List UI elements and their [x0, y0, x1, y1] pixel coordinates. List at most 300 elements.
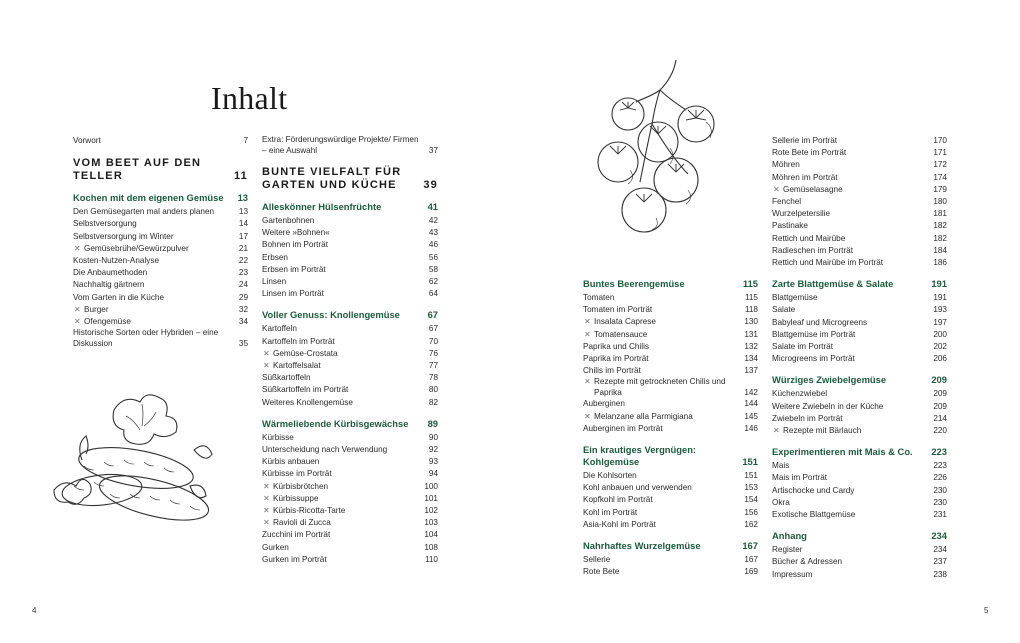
toc-label: Salate im Porträt	[772, 342, 833, 352]
toc-page-number: 197	[933, 317, 947, 327]
toc-page-number: 108	[424, 542, 438, 552]
toc-entry	[262, 397, 438, 409]
toc-section	[583, 444, 758, 468]
toc-label: ✕ Ofengemüse	[73, 316, 239, 328]
toc-page-number: 237	[933, 557, 947, 567]
toc-label: Register	[772, 545, 803, 555]
toc-label: ✕ Gemüselasagne	[772, 184, 933, 196]
toc-page-number: 76	[428, 348, 438, 358]
toc-entry	[772, 485, 947, 497]
toc-entry	[583, 566, 758, 578]
toc-label: Exotische Blattgemüse	[772, 510, 856, 520]
toc-entry	[772, 413, 947, 425]
toc-label: Zwiebeln im Porträt	[772, 413, 843, 423]
toc-label: Süßkartoffeln im Porträt	[262, 385, 349, 395]
toc-section	[772, 530, 947, 542]
toc-page-number: 46	[428, 240, 438, 250]
toc-page-number: 200	[933, 329, 947, 339]
toc-entry	[772, 292, 947, 304]
toc-label: Experimentieren mit Mais & Co.	[772, 446, 913, 458]
toc-page-number: 182	[933, 233, 947, 243]
toc-label: Rettich und Mairübe im Porträt	[772, 258, 884, 268]
toc-section	[772, 446, 947, 458]
toc-page-number: 170	[933, 136, 947, 145]
toc-label: ✕ Burger	[73, 304, 239, 316]
toc-page-number: 23	[238, 268, 248, 278]
toc-entry	[262, 372, 438, 384]
toc-page-number: 134	[744, 354, 758, 364]
toc-label: ✕ Ravioli di Zucca	[262, 517, 424, 529]
toc-page-number: 7	[243, 136, 248, 145]
toc-label: Pastinake	[772, 221, 808, 231]
toc-entry	[772, 497, 947, 509]
toc-label: ✕ Kürbissuppe	[262, 493, 424, 505]
toc-entry	[583, 365, 758, 377]
toc-column-4	[772, 135, 947, 581]
toc-entry	[262, 542, 438, 554]
toc-page-number: 130	[744, 317, 758, 327]
toc-page-number: 39	[423, 179, 438, 191]
page-title: Inhalt	[211, 80, 288, 116]
toc-entry	[262, 288, 438, 300]
toc-label: Kürbisse im Porträt	[262, 469, 332, 479]
toc-page-number: 115	[742, 278, 758, 289]
toc-page-number: 21	[238, 243, 248, 253]
toc-label: ✕ Kürbisbrötchen	[262, 481, 424, 493]
toc-page-number: 43	[428, 228, 438, 238]
toc-label: Paprika im Porträt	[583, 354, 649, 364]
toc-page-number: 32	[238, 304, 248, 314]
toc-page-number: 34	[238, 317, 248, 327]
toc-page-number: 206	[933, 354, 947, 364]
toc-page-number: 223	[931, 446, 947, 458]
toc-page-number: 115	[744, 293, 758, 302]
toc-label: ✕ Gemüsebrühe/Gewürzpulver	[73, 243, 239, 255]
toc-page-number: 182	[933, 221, 947, 231]
toc-entry	[772, 544, 947, 556]
toc-label: Würziges Zwiebelgemüse	[772, 374, 887, 386]
toc-entry	[73, 135, 248, 147]
toc-entry	[262, 554, 438, 566]
toc-label: Linsen	[262, 277, 287, 287]
page-number-left: 4	[32, 606, 37, 615]
toc-page-number: 231	[933, 510, 947, 520]
toc-label: Auberginen im Porträt	[583, 423, 663, 433]
toc-entry	[73, 328, 248, 349]
toc-page-number: 137	[744, 366, 758, 376]
toc-label: Ein krautiges Vergnügen: Kohlgemüse	[583, 444, 697, 468]
toc-page-number: 184	[933, 245, 947, 255]
toc-label: Kohl im Porträt	[583, 507, 638, 517]
toc-label: Weiteres Knollengemüse	[262, 397, 353, 407]
toc-label: VOM BEET AUF DEN TELLER	[73, 157, 202, 183]
toc-page-number: 186	[933, 258, 947, 268]
toc-label: Bücher & Adressen	[772, 557, 843, 567]
toc-page-number: 174	[933, 172, 947, 182]
toc-page-number: 100	[424, 481, 438, 491]
toc-entry	[262, 529, 438, 541]
toc-recipe	[262, 481, 438, 493]
toc-entry	[262, 384, 438, 396]
toc-label: Rote Bete im Porträt	[772, 148, 847, 158]
toc-page-number: 209	[933, 401, 947, 411]
toc-label: Babyleaf und Microgreens	[772, 317, 868, 327]
toc-entry	[583, 507, 758, 519]
toc-entry	[772, 304, 947, 316]
toc-section	[262, 309, 438, 321]
toc-recipe	[262, 348, 438, 360]
toc-recipe	[262, 360, 438, 372]
toc-page-number: 24	[238, 280, 248, 290]
toc-page-number: 90	[428, 432, 438, 442]
toc-entry	[772, 196, 947, 208]
toc-page-number: 104	[424, 530, 438, 540]
toc-entry	[262, 456, 438, 468]
toc-label: Weitere »Bohnen«	[262, 228, 330, 238]
cucumber-2	[95, 467, 212, 529]
toc-entry	[583, 304, 758, 316]
toc-page-number: 226	[933, 473, 947, 483]
toc-entry	[772, 460, 947, 472]
toc-label: Kürbisse	[262, 432, 294, 442]
toc-page-number: 223	[933, 461, 947, 471]
toc-page-number: 67	[427, 309, 438, 321]
toc-label: Rote Bete	[583, 567, 620, 577]
toc-label: Extra: Förderungswürdige Projekte/ Firmen – eine Auswahl	[262, 135, 419, 155]
toc-label: ✕ Kartoffelsalat	[262, 360, 429, 372]
toc-recipe	[583, 316, 758, 328]
toc-chapter	[262, 166, 438, 192]
toc-page-number: 154	[744, 495, 758, 505]
toc-entry	[583, 341, 758, 353]
toc-entry	[772, 159, 947, 171]
toc-label: Kosten-Nutzen-Analyse	[73, 256, 160, 266]
toc-page-number: 102	[424, 506, 438, 516]
toc-label: Erbsen im Porträt	[262, 264, 326, 274]
toc-section	[583, 278, 758, 290]
toc-page-number: 17	[238, 231, 248, 241]
toc-recipe	[583, 411, 758, 423]
toc-entry	[73, 218, 248, 230]
toc-label: ✕ Gemüse-Crostata	[262, 348, 429, 360]
toc-page-number: 142	[744, 387, 758, 397]
toc-recipe	[772, 184, 947, 196]
toc-entry	[772, 317, 947, 329]
toc-recipe	[73, 243, 248, 255]
toc-page-number: 58	[428, 264, 438, 274]
toc-label: Impressum	[772, 569, 813, 579]
toc-label: ✕ Rezepte mit Bärlauch	[772, 425, 933, 437]
toc-entry	[262, 135, 438, 156]
toc-label: Asia-Kohl im Porträt	[583, 519, 656, 529]
toc-page-number: 151	[742, 456, 758, 468]
page-number-right: 5	[984, 606, 989, 615]
toc-label: Anhang	[772, 530, 807, 542]
toc-entry	[262, 252, 438, 264]
toc-recipe	[73, 304, 248, 316]
toc-entry	[772, 208, 947, 220]
toc-page-number: 151	[744, 471, 758, 481]
toc-page-number: 77	[428, 361, 438, 371]
toc-entry	[772, 257, 947, 269]
toc-entry	[772, 569, 947, 581]
toc-entry	[772, 329, 947, 341]
toc-page-number: 62	[428, 277, 438, 287]
toc-section	[772, 278, 947, 290]
tomato-illustration	[588, 52, 748, 252]
toc-entry	[262, 432, 438, 444]
toc-label: Rettich und Mairübe	[772, 233, 846, 243]
toc-page-number: 169	[744, 567, 758, 577]
toc-label: ✕ Rezepte mit getrockneten Chilis und Paprika	[583, 377, 744, 398]
toc-label: Kochen mit dem eigenen Gemüse	[73, 192, 224, 204]
toc-label: Blattgemüse	[772, 293, 818, 303]
toc-label: BUNTE VIELFALT FÜR GARTEN UND KÜCHE	[262, 166, 402, 191]
toc-section	[73, 192, 248, 204]
toc-label: ✕ Melanzane alla Parmigiana	[583, 411, 744, 423]
toc-label: Radieschen im Porträt	[772, 245, 853, 255]
toc-entry	[262, 276, 438, 288]
toc-page-number: 145	[744, 411, 758, 421]
toc-label: Nahrhaftes Wurzelgemüse	[583, 540, 701, 552]
toc-page-number: 144	[744, 399, 758, 409]
toc-entry	[772, 388, 947, 400]
toc-entry	[583, 423, 758, 435]
toc-recipe	[772, 425, 947, 437]
toc-entry	[262, 336, 438, 348]
toc-entry	[73, 206, 248, 218]
toc-section	[262, 201, 438, 213]
toc-entry	[262, 239, 438, 251]
toc-label: ✕ Insalata Caprese	[583, 316, 744, 328]
toc-label: Bohnen im Porträt	[262, 240, 328, 250]
toc-page-number: 56	[428, 252, 438, 262]
toc-label: Küchenzwiebel	[772, 389, 828, 399]
toc-page-number: 193	[933, 305, 947, 315]
toc-page-number: 89	[427, 417, 438, 429]
toc-page-number: 132	[744, 341, 758, 351]
toc-label: Mais	[772, 461, 790, 471]
toc-label: Buntes Beerengemüse	[583, 278, 685, 289]
toc-entry	[262, 468, 438, 480]
toc-label: Kohl anbauen und verwenden	[583, 483, 692, 493]
toc-label: Kopfkohl im Porträt	[583, 495, 653, 505]
toc-entry	[583, 519, 758, 531]
toc-entry	[772, 220, 947, 232]
toc-entry	[73, 267, 248, 279]
toc-entry	[772, 147, 947, 159]
toc-page-number: 238	[933, 569, 947, 579]
toc-page-number: 94	[428, 469, 438, 479]
toc-page-number: 14	[238, 219, 248, 229]
toc-label: Blattgemüse im Porträt	[772, 329, 856, 339]
toc-recipe	[583, 329, 758, 341]
toc-label: Kürbis anbauen	[262, 457, 320, 467]
toc-entry	[73, 292, 248, 304]
toc-label: Kartoffeln	[262, 324, 297, 334]
toc-label: Die Kohlsorten	[583, 471, 637, 481]
toc-entry	[772, 401, 947, 413]
toc-label: Auberginen	[583, 399, 625, 409]
toc-page-number: 101	[424, 493, 438, 503]
toc-page-number: 82	[428, 397, 438, 407]
toc-label: Weitere Zwiebeln in der Küche	[772, 401, 884, 411]
toc-label: Süßkartoffeln	[262, 373, 311, 383]
toc-label: Gartenbohnen	[262, 216, 315, 225]
toc-label: ✕ Kürbis-Ricotta-Tarte	[262, 505, 424, 517]
toc-entry	[772, 353, 947, 365]
toc-page-number: 92	[428, 445, 438, 455]
toc-section	[583, 540, 758, 552]
toc-label: Nachhaltig gärtnern	[73, 280, 145, 290]
toc-recipe	[262, 505, 438, 517]
toc-page-number: 110	[424, 554, 438, 564]
toc-page-number: 67	[428, 324, 438, 334]
toc-page-number: 118	[744, 305, 758, 315]
toc-label: Wurzelpetersilie	[772, 209, 831, 219]
toc-page-number: 22	[238, 256, 248, 266]
toc-entry	[73, 255, 248, 267]
toc-label: Sellerie	[583, 555, 611, 565]
toc-entry	[772, 509, 947, 521]
toc-page-number: 209	[931, 374, 947, 386]
toc-label: Sellerie im Porträt	[772, 136, 838, 145]
toc-label: Tomaten	[583, 293, 615, 302]
toc-label: Mais im Porträt	[772, 473, 828, 483]
toc-label: Selbstversorgung	[73, 219, 137, 229]
toc-page-number: 11	[233, 170, 248, 183]
toc-recipe	[262, 493, 438, 505]
toc-page-number: 191	[931, 278, 947, 290]
toc-page-number: 191	[933, 293, 947, 303]
toc-page-number: 230	[933, 497, 947, 507]
toc-section	[262, 418, 438, 430]
toc-label: Gurken	[262, 542, 289, 552]
toc-label: Tomaten im Porträt	[583, 305, 653, 315]
toc-label: Historische Sorten oder Hybriden – eine Diskussion	[73, 328, 219, 348]
toc-page-number: 209	[933, 389, 947, 399]
toc-page-number: 167	[742, 540, 758, 552]
toc-entry	[772, 135, 947, 147]
toc-page-number: 171	[933, 148, 947, 158]
toc-page-number: 181	[933, 209, 947, 219]
toc-label: Kartoffeln im Porträt	[262, 336, 335, 346]
toc-entry	[583, 554, 758, 566]
toc-entry	[73, 279, 248, 291]
toc-label: Alleskönner Hülsenfrüchte	[262, 201, 382, 212]
toc-entry	[262, 264, 438, 276]
toc-page-number: 93	[428, 457, 438, 467]
toc-entry	[583, 398, 758, 410]
toc-page-number: 230	[933, 485, 947, 495]
toc-label: Fenchel	[772, 197, 802, 207]
toc-label: Unterscheidung nach Verwendung	[262, 445, 388, 455]
toc-recipe	[73, 316, 248, 328]
toc-page-number: 167	[744, 555, 758, 565]
toc-page-number: 234	[931, 530, 947, 542]
toc-label: Erbsen	[262, 252, 288, 262]
toc-label: Zarte Blattgemüse & Salate	[772, 278, 894, 290]
toc-entry	[583, 292, 758, 304]
toc-label: Okra	[772, 497, 790, 507]
toc-section	[772, 374, 947, 386]
toc-recipe	[262, 517, 438, 529]
toc-entry	[583, 494, 758, 506]
toc-page-number: 146	[744, 423, 758, 433]
cucumber-1	[76, 440, 196, 496]
toc-recipe	[583, 377, 758, 398]
toc-label: Salate	[772, 305, 796, 315]
toc-label: Möhren	[772, 160, 800, 170]
toc-entry	[262, 323, 438, 335]
toc-label: Paprika und Chilis	[583, 341, 649, 351]
toc-entry	[772, 556, 947, 568]
toc-entry	[772, 472, 947, 484]
toc-page-number: 29	[238, 292, 248, 302]
toc-page-number: 37	[428, 145, 438, 155]
toc-entry	[772, 233, 947, 245]
toc-page-number: 220	[933, 426, 947, 436]
toc-entry	[583, 353, 758, 365]
toc-label: Vom Garten in die Küche	[73, 292, 165, 302]
toc-label: Voller Genuss: Knollengemüse	[262, 309, 400, 321]
toc-label: ✕ Tomatensauce	[583, 329, 744, 341]
toc-label: Chilis im Porträt	[583, 366, 641, 376]
toc-label: Wärmeliebende Kürbisgewächse	[262, 417, 409, 429]
toc-page-number: 162	[744, 519, 758, 529]
toc-entry	[262, 227, 438, 239]
toc-label: Vorwort	[73, 136, 101, 145]
toc-entry	[772, 341, 947, 353]
toc-page-number: 234	[933, 545, 947, 555]
toc-entry	[583, 470, 758, 482]
cucumber-3	[61, 471, 144, 509]
toc-entry	[772, 172, 947, 184]
toc-entry	[772, 245, 947, 257]
toc-page-number: 172	[933, 160, 947, 170]
toc-entry	[262, 215, 438, 227]
toc-page-number: 78	[428, 373, 438, 383]
toc-page-number: 214	[933, 413, 947, 423]
toc-page-number: 13	[237, 192, 248, 204]
toc-entry	[583, 482, 758, 494]
toc-page-number: 179	[933, 184, 947, 194]
toc-chapter	[73, 157, 248, 183]
toc-label: Möhren im Porträt	[772, 172, 838, 182]
toc-page-number: 131	[744, 329, 758, 339]
toc-column-3	[583, 272, 758, 578]
toc-page-number: 70	[428, 336, 438, 346]
toc-label: Selbstversorgung im Winter	[73, 231, 174, 241]
toc-label: Die Anbaumethoden	[73, 268, 148, 278]
toc-page-number: 42	[428, 216, 438, 225]
toc-page-number: 35	[238, 338, 248, 348]
toc-label: Den Gemüsegarten mal anders planen	[73, 207, 215, 217]
toc-column-1	[73, 135, 248, 349]
toc-page-number: 180	[933, 197, 947, 207]
toc-page-number: 202	[933, 342, 947, 352]
cucumber-illustration	[44, 390, 224, 540]
toc-entry	[73, 231, 248, 243]
toc-page-number: 153	[744, 483, 758, 493]
toc-page-number: 64	[428, 289, 438, 299]
toc-label: Gurken im Porträt	[262, 554, 327, 564]
toc-label: Artischocke und Cardy	[772, 485, 855, 495]
toc-column-2	[262, 135, 438, 566]
toc-label: Microgreens im Porträt	[772, 354, 855, 364]
toc-page-number: 103	[424, 518, 438, 528]
toc-page-number: 156	[744, 507, 758, 517]
